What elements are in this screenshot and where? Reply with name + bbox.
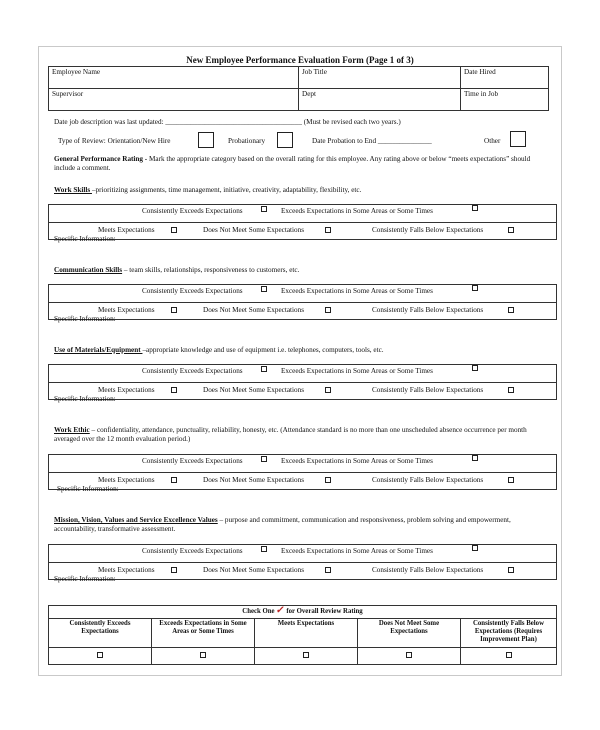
rating-option-exceeds-checkbox[interactable] — [261, 546, 267, 552]
form-title: New Employee Performance Evaluation Form (Page 1 of 3) — [186, 55, 414, 65]
rating-option-exceeds-some-checkbox[interactable] — [472, 455, 478, 461]
orientation-checkbox[interactable] — [198, 132, 214, 148]
rating-option-exceeds-checkbox[interactable] — [261, 456, 267, 462]
general-rating-paragraph — [54, 155, 546, 173]
date-hired-field[interactable]: Date Hired — [461, 67, 549, 89]
rating-option-exceeds-checkbox[interactable] — [261, 206, 267, 212]
rating-option-falls-below-checkbox[interactable] — [508, 307, 514, 313]
rating-option-exceeds-checkbox[interactable] — [261, 366, 267, 372]
rating-option-meets-label: Meets Expectations — [98, 476, 155, 484]
rating-option-falls-below-checkbox[interactable] — [508, 567, 514, 573]
rating-option-exceeds-some-label: Exceeds Expectations in Some Areas or Some Times — [281, 207, 433, 215]
rating-box-divider — [49, 472, 556, 473]
rating-option-meets-checkbox[interactable] — [171, 227, 177, 233]
supervisor-field[interactable]: Supervisor — [49, 89, 299, 111]
specific-information-label: Specific Information: — [57, 485, 119, 493]
overall-exceeds-checkbox[interactable] — [97, 652, 103, 658]
rating-option-falls-below-label: Consistently Falls Below Expectations — [372, 306, 484, 314]
section-title: Work Skills — [54, 186, 92, 194]
section-description: – team skills, relationships, responsiveness to customers, etc. — [122, 266, 300, 274]
rating-option-meets-checkbox[interactable] — [171, 307, 177, 313]
overall-rating-label: for Overall Review Rating — [284, 608, 363, 615]
time-in-job-field[interactable]: Time in Job — [461, 89, 549, 111]
col-falls-below: Consistently Falls Below Expectations (Requires Improvement Plan) — [461, 619, 557, 648]
specific-information-label: Specific Information: — [54, 575, 116, 583]
rating-option-not-meet-label: Does Not Meet Some Expectations — [203, 476, 305, 484]
section-heading-line — [54, 516, 546, 534]
overall-exceeds-some-checkbox[interactable] — [200, 652, 206, 658]
rating-option-meets-checkbox[interactable] — [171, 477, 177, 483]
section-title: Work Ethic — [54, 426, 90, 434]
rating-option-falls-below-label: Consistently Falls Below Expectations — [372, 566, 484, 574]
rating-box-divider — [49, 222, 556, 223]
overall-cell — [152, 648, 255, 665]
rating-option-falls-below-checkbox[interactable] — [508, 387, 514, 393]
other-label: Other — [484, 137, 501, 145]
rating-option-not-meet-checkbox[interactable] — [325, 227, 331, 233]
rating-option-exceeds-checkbox[interactable] — [261, 286, 267, 292]
section-heading-line — [54, 266, 546, 275]
general-rating-text: Mark the appropriate category based on the overall rating for this employee. Any rating above or below “meets expectations” should include a comment. — [54, 155, 531, 172]
employee-header-table — [48, 66, 549, 111]
rating-option-not-meet-checkbox[interactable] — [325, 477, 331, 483]
rating-option-falls-below-checkbox[interactable] — [508, 227, 514, 233]
rating-option-exceeds-some-label: Exceeds Expectations in Some Areas or Some Times — [281, 547, 433, 555]
rating-option-falls-below-label: Consistently Falls Below Expectations — [372, 476, 484, 484]
section-description: – confidentiality, attendance, punctuality, reliability, honesty, etc. (Attendance standard is no more than one unscheduled absence occurrence per month averaged over the 12 month evaluation period.) — [54, 426, 527, 443]
overall-cell — [49, 648, 152, 665]
check-one-label: Check One — [242, 608, 275, 615]
general-rating-heading: General Performance Rating - — [54, 155, 148, 163]
overall-cell — [461, 648, 557, 665]
rating-option-falls-below-label: Consistently Falls Below Expectations — [372, 226, 484, 234]
rating-option-exceeds-some-checkbox[interactable] — [472, 545, 478, 551]
rating-option-falls-below-label: Consistently Falls Below Expectations — [372, 386, 484, 394]
section-heading-line — [54, 426, 546, 444]
rating-option-not-meet-label: Does Not Meet Some Expectations — [203, 306, 305, 314]
section-description: –prioritizing assignments, time management, initiative, creativity, adaptability, flexibility, etc. — [91, 186, 362, 194]
rating-option-meets-checkbox[interactable] — [171, 387, 177, 393]
overall-cell — [358, 648, 461, 665]
rating-option-exceeds-some-checkbox[interactable] — [472, 285, 478, 291]
rating-option-not-meet-label: Does Not Meet Some Expectations — [203, 566, 305, 574]
rating-option-meets-checkbox[interactable] — [171, 567, 177, 573]
rating-option-not-meet-label: Does Not Meet Some Expectations — [203, 226, 305, 234]
dept-field[interactable]: Dept — [299, 89, 461, 111]
overall-cell — [255, 648, 358, 665]
section-title: Communication Skills — [54, 266, 123, 274]
rating-option-not-meet-checkbox[interactable] — [325, 567, 331, 573]
rating-option-not-meet-label: Does Not Meet Some Expectations — [203, 386, 305, 394]
rating-option-exceeds-some-label: Exceeds Expectations in Some Areas or Some Times — [281, 367, 433, 375]
type-of-review-label: Type of Review: Orientation/New Hire — [58, 137, 171, 145]
rating-box-divider — [49, 562, 556, 563]
probationary-label: Probationary — [228, 137, 266, 145]
overall-meets-checkbox[interactable] — [303, 652, 309, 658]
specific-information-label: Specific Information: — [54, 395, 116, 403]
section-heading-line — [54, 346, 546, 355]
section-description: –appropriate knowledge and use of equipment i.e. telephones, computers, tools, etc. — [142, 346, 384, 354]
rating-option-meets-label: Meets Expectations — [98, 226, 155, 234]
rating-option-meets-label: Meets Expectations — [98, 386, 155, 394]
overall-rating-table — [48, 605, 557, 665]
col-meets: Meets Expectations — [255, 619, 358, 648]
overall-not-meet-checkbox[interactable] — [406, 652, 412, 658]
date-description-line: Date job description was last updated: ______________________________________ (Must be revised each two years.) — [54, 118, 401, 126]
section-description: – purpose and commitment, communication and responsiveness, problem solving and empowerment, accountability, transformative assessment. — [54, 516, 511, 533]
employee-name-field[interactable]: Employee Name — [49, 67, 299, 89]
rating-option-meets-label: Meets Expectations — [98, 306, 155, 314]
rating-option-not-meet-checkbox[interactable] — [325, 387, 331, 393]
col-exceeds-some: Exceeds Expectations in Some Areas or Some Times — [152, 619, 255, 648]
date-probation-label: Date Probation to End _______________ — [312, 137, 432, 145]
probationary-checkbox[interactable] — [277, 132, 293, 148]
specific-information-label: Specific Information: — [54, 235, 116, 243]
rating-option-exceeds-label: Consistently Exceeds Expectations — [142, 547, 243, 555]
overall-falls-below-checkbox[interactable] — [506, 652, 512, 658]
rating-option-exceeds-label: Consistently Exceeds Expectations — [142, 367, 243, 375]
rating-option-exceeds-some-checkbox[interactable] — [472, 365, 478, 371]
rating-box-divider — [49, 302, 556, 303]
section-title: Mission, Vision, Values and Service Excellence Values — [54, 516, 218, 524]
section-heading-line — [54, 186, 546, 195]
overall-rating-header — [49, 606, 557, 619]
rating-option-not-meet-checkbox[interactable] — [325, 307, 331, 313]
other-checkbox[interactable] — [510, 131, 526, 147]
rating-box-divider — [49, 382, 556, 383]
rating-option-exceeds-label: Consistently Exceeds Expectations — [142, 457, 243, 465]
rating-option-meets-label: Meets Expectations — [98, 566, 155, 574]
rating-option-exceeds-some-label: Exceeds Expectations in Some Areas or Some Times — [281, 287, 433, 295]
col-does-not-meet: Does Not Meet Some Expectations — [358, 619, 461, 648]
col-consistently-exceeds: Consistently Exceeds Expectations — [49, 619, 152, 648]
rating-option-exceeds-some-checkbox[interactable] — [472, 205, 478, 211]
checkmark-icon: ✓ — [275, 605, 286, 616]
specific-information-label: Specific Information: — [54, 315, 116, 323]
section-title: Use of Materials/Equipment — [54, 346, 143, 354]
rating-option-falls-below-checkbox[interactable] — [508, 477, 514, 483]
rating-option-exceeds-label: Consistently Exceeds Expectations — [142, 207, 243, 215]
rating-option-exceeds-some-label: Exceeds Expectations in Some Areas or Some Times — [281, 457, 433, 465]
job-title-field[interactable]: Job Title — [299, 67, 461, 89]
rating-option-exceeds-label: Consistently Exceeds Expectations — [142, 287, 243, 295]
